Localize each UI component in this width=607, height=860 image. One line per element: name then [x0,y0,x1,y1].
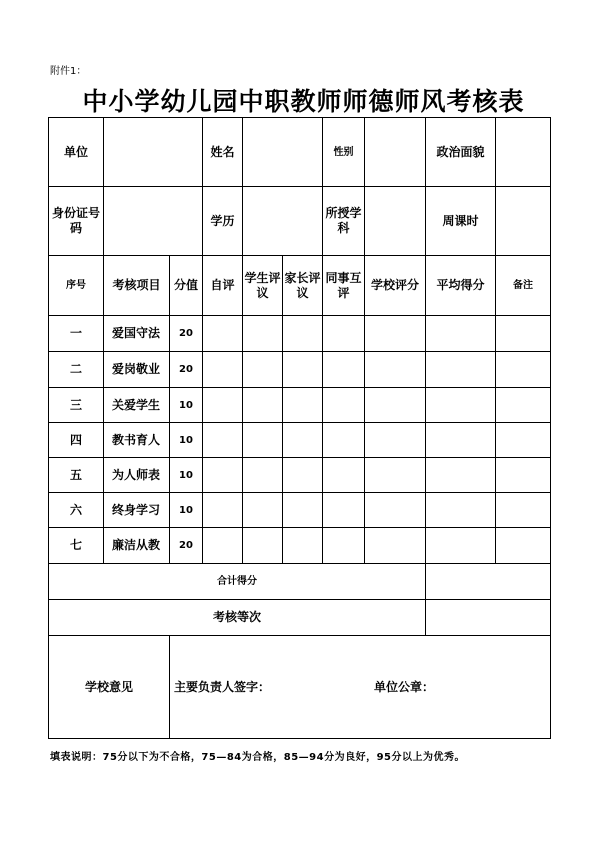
item-score: 10 [170,458,203,493]
grade-row [49,600,551,636]
info-row-1 [49,118,551,187]
item-name: 为人师表 [104,458,170,493]
school-cell[interactable] [365,458,426,493]
remark-header: 备注 [496,256,551,316]
peer-cell[interactable] [323,388,365,423]
peer-cell[interactable] [323,316,365,352]
average-cell[interactable] [426,423,496,458]
parent-cell[interactable] [283,493,323,528]
school-header: 学校评分 [365,256,426,316]
peer-cell[interactable] [323,352,365,388]
student-cell[interactable] [243,493,283,528]
student-cell[interactable] [243,458,283,493]
gender-value[interactable] [365,118,426,187]
item-header: 考核项目 [104,256,170,316]
school-cell[interactable] [365,352,426,388]
remark-cell[interactable] [496,388,551,423]
parent-cell[interactable] [283,458,323,493]
self-cell[interactable] [203,316,243,352]
average-cell[interactable] [426,352,496,388]
remark-cell[interactable] [496,458,551,493]
weekly-hours-label: 周课时 [426,187,496,256]
self-cell[interactable] [203,528,243,564]
evaluation-table [48,117,551,739]
parent-cell[interactable] [283,352,323,388]
unit-value[interactable] [104,118,203,187]
item-name: 教书育人 [104,423,170,458]
remark-cell[interactable] [496,493,551,528]
self-cell[interactable] [203,493,243,528]
self-cell[interactable] [203,352,243,388]
id-value[interactable] [104,187,203,256]
item-name: 爱岗敬业 [104,352,170,388]
unit-label: 单位 [49,118,104,187]
school-cell[interactable] [365,388,426,423]
item-row [49,423,551,458]
attachment-label: 附件1： [50,66,87,77]
item-score: 20 [170,352,203,388]
item-row [49,493,551,528]
page-title: 中小学幼儿园中职教师师德师风考核表 [82,87,525,116]
student-cell[interactable] [243,423,283,458]
peer-cell[interactable] [323,528,365,564]
gender-label: 性别 [323,118,365,187]
education-value[interactable] [243,187,323,256]
self-cell[interactable] [203,423,243,458]
self-cell[interactable] [203,458,243,493]
average-cell[interactable] [426,458,496,493]
opinion-label: 学校意见 [49,636,170,739]
item-seq: 三 [49,388,104,423]
political-label: 政治面貌 [426,118,496,187]
item-row [49,458,551,493]
item-score: 10 [170,388,203,423]
parent-cell[interactable] [283,423,323,458]
parent-cell[interactable] [283,528,323,564]
political-value[interactable] [496,118,551,187]
item-row [49,352,551,388]
item-name: 终身学习 [104,493,170,528]
item-score: 10 [170,493,203,528]
total-value[interactable] [426,564,551,600]
average-header: 平均得分 [426,256,496,316]
average-cell[interactable] [426,528,496,564]
school-cell[interactable] [365,423,426,458]
item-seq: 一 [49,316,104,352]
weekly-hours-value[interactable] [496,187,551,256]
grade-value[interactable] [426,600,551,636]
self-header: 自评 [203,256,243,316]
peer-cell[interactable] [323,493,365,528]
item-seq: 二 [49,352,104,388]
remark-cell[interactable] [496,352,551,388]
item-row [49,316,551,352]
peer-cell[interactable] [323,423,365,458]
self-cell[interactable] [203,388,243,423]
remark-cell[interactable] [496,528,551,564]
education-label: 学历 [203,187,243,256]
item-score: 20 [170,528,203,564]
student-header: 学生评议 [243,256,283,316]
grade-label: 考核等次 [49,600,426,636]
total-label: 合计得分 [49,564,426,600]
name-label: 姓名 [203,118,243,187]
student-cell[interactable] [243,388,283,423]
item-seq: 四 [49,423,104,458]
item-seq: 五 [49,458,104,493]
item-name: 廉洁从教 [104,528,170,564]
subject-value[interactable] [365,187,426,256]
item-score: 10 [170,423,203,458]
item-score: 20 [170,316,203,352]
parent-cell[interactable] [283,316,323,352]
total-row [49,564,551,600]
opinion-row [49,636,551,739]
item-row [49,528,551,564]
info-row-2 [49,187,551,256]
signature-label: 主要负责人签字： [174,679,271,694]
average-cell[interactable] [426,493,496,528]
subject-label: 所授学科 [323,187,365,256]
item-seq: 六 [49,493,104,528]
parent-cell[interactable] [283,388,323,423]
seq-header: 序号 [49,256,104,316]
school-cell[interactable] [365,316,426,352]
header-row [49,256,551,316]
item-name: 爱国守法 [104,316,170,352]
student-cell[interactable] [243,352,283,388]
peer-cell[interactable] [323,458,365,493]
seal-label: 单位公章： [374,679,435,694]
footnote: 填表说明：75分以下为不合格，75—84为合格，85—94分为良好，95分以上为优秀。 [50,752,465,763]
remark-cell[interactable] [496,423,551,458]
peer-header: 同事互评 [323,256,365,316]
student-cell[interactable] [243,316,283,352]
item-seq: 七 [49,528,104,564]
item-row [49,388,551,423]
school-cell[interactable] [365,493,426,528]
student-cell[interactable] [243,528,283,564]
id-label: 身份证号码 [49,187,104,256]
average-cell[interactable] [426,316,496,352]
score-header: 分值 [170,256,203,316]
opinion-content[interactable] [170,636,551,739]
name-value[interactable] [243,118,323,187]
item-name: 关爱学生 [104,388,170,423]
remark-cell[interactable] [496,316,551,352]
school-cell[interactable] [365,528,426,564]
parent-header: 家长评议 [283,256,323,316]
average-cell[interactable] [426,388,496,423]
